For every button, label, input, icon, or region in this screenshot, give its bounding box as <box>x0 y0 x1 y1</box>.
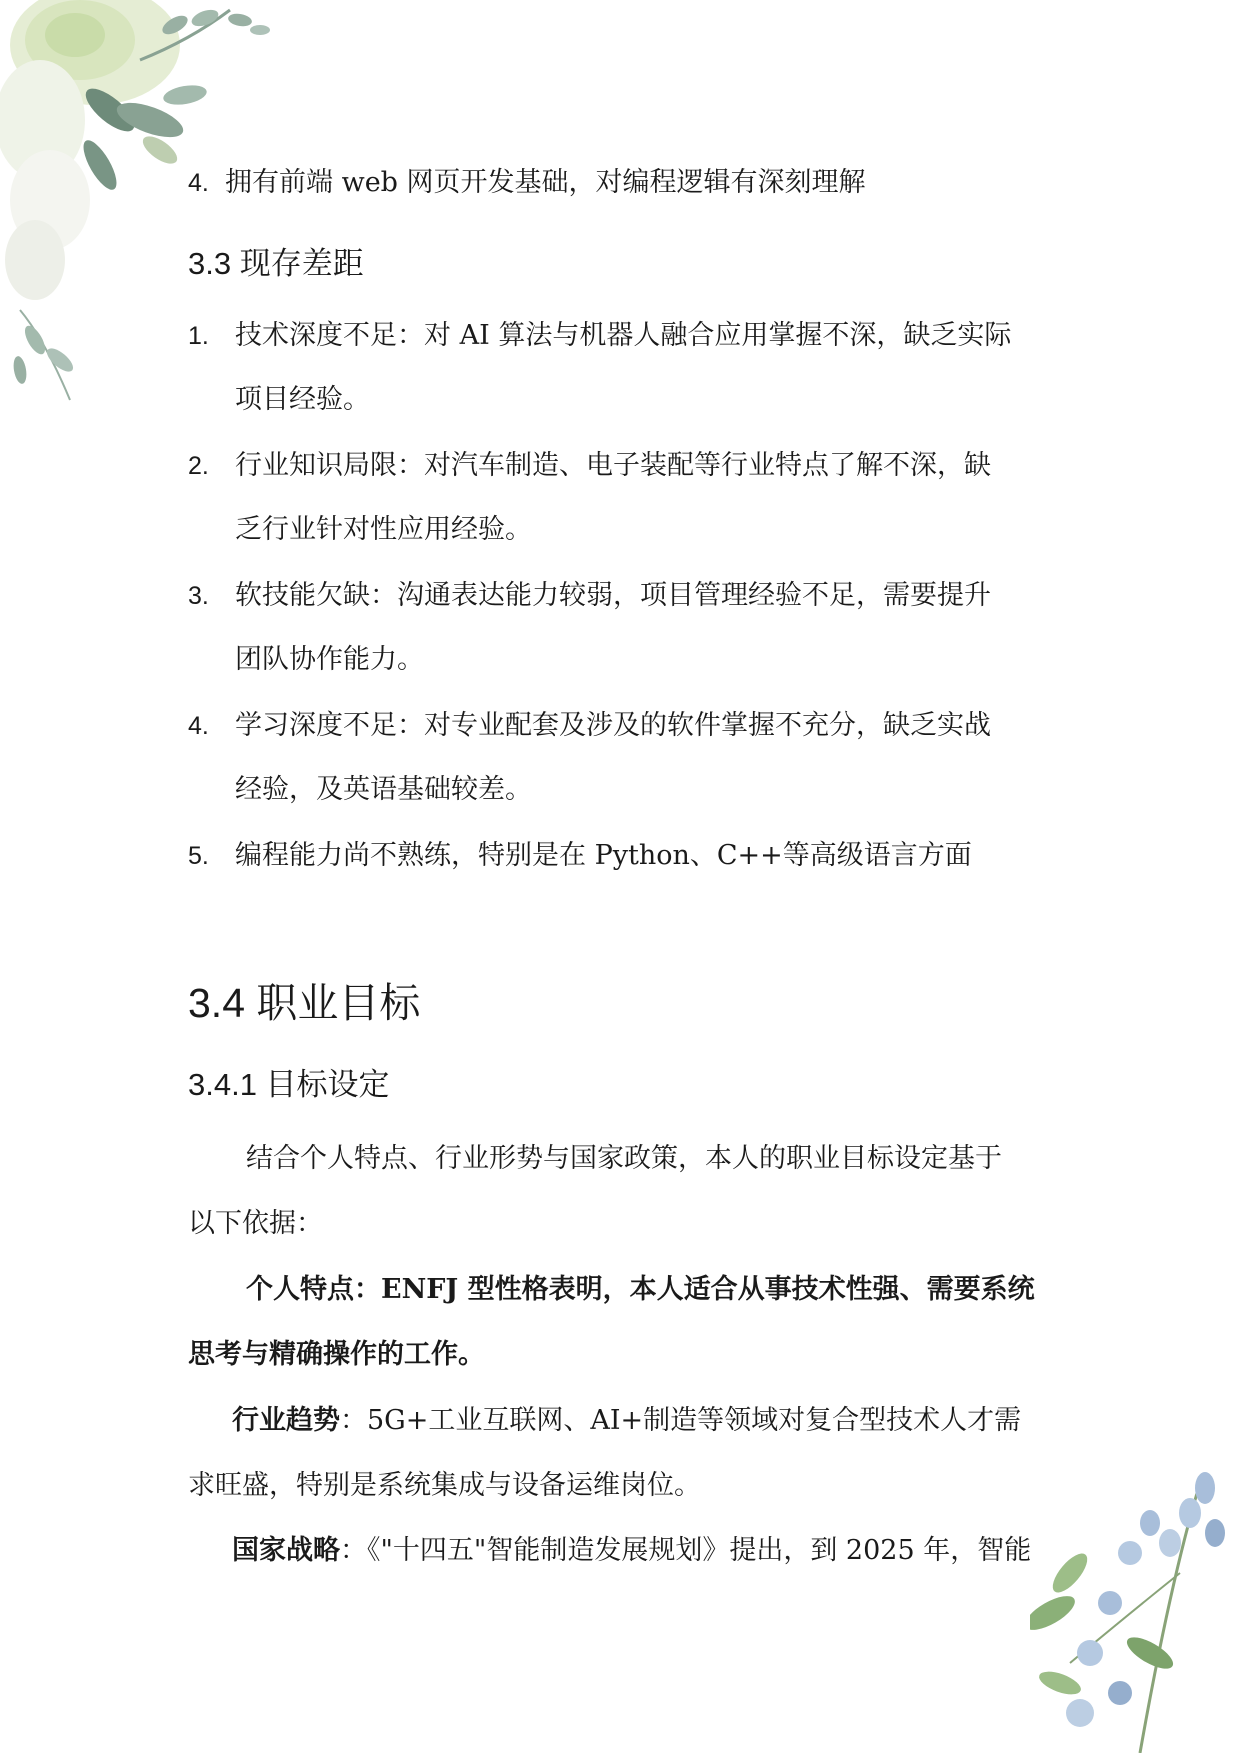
list-item-text: 编程能力尚不熟练，特别是在 Python、C++等高级语言方面 <box>235 840 972 871</box>
paragraph-line <box>232 1401 1021 1441</box>
list-number: 3. <box>188 582 209 610</box>
list-item-text: 技术深度不足：对 AI 算法与机器人融合应用掌握不深，缺乏实际 <box>235 320 1012 351</box>
list-number: 2. <box>188 452 209 480</box>
paragraph-line: 以下依据： <box>188 1208 323 1239</box>
industry-trend-text: ：5G+工业互联网、AI+制造等领域对复合型技术人才需 <box>340 1405 1022 1436</box>
list-item-text: 软技能欠缺：沟通表达能力较弱，项目管理经验不足，需要提升 <box>235 580 991 611</box>
list-number: 5. <box>188 842 209 870</box>
floral-corner-top-icon <box>0 0 290 420</box>
list-item-text: 行业知识局限：对汽车制造、电子装配等行业特点了解不深，缺 <box>235 450 991 481</box>
paragraph-line-bold: 个人特点：ENFJ 型性格表明，本人适合从事技术性强、需要系统 <box>246 1274 1035 1305</box>
list-item-text-continued: 团队协作能力。 <box>235 644 424 675</box>
list-number: 4. <box>188 712 209 740</box>
national-strategy-text: ：《"十四五"智能制造发展规划》提出，到 2025 年，智能 <box>340 1535 1032 1566</box>
list-item-text: 学习深度不足：对专业配套及涉及的软件掌握不充分，缺乏实战 <box>235 710 991 741</box>
list-item-text: 拥有前端 web 网页开发基础，对编程逻辑有深刻理解 <box>225 167 866 198</box>
national-strategy-label: 国家战略 <box>232 1535 340 1566</box>
section-heading-3-4: 3.4 职业目标 <box>188 980 421 1026</box>
list-number: 4. <box>188 169 209 197</box>
list-item-text-continued: 乏行业针对性应用经验。 <box>235 514 532 545</box>
list-item-text-continued: 项目经验。 <box>235 384 370 415</box>
paragraph-line <box>232 1531 1031 1571</box>
paragraph-line-bold: 思考与精确操作的工作。 <box>188 1339 485 1370</box>
section-heading-3-3: 3.3 现存差距 <box>188 246 364 281</box>
list-number: 1. <box>188 322 209 350</box>
subsection-heading-3-4-1: 3.4.1 目标设定 <box>188 1067 390 1102</box>
paragraph-line: 结合个人特点、行业形势与国家政策，本人的职业目标设定基于 <box>246 1143 1002 1174</box>
paragraph-line: 求旺盛，特别是系统集成与设备运维岗位。 <box>188 1470 701 1501</box>
floral-corner-bottom-icon <box>1030 1463 1240 1753</box>
industry-trend-label: 行业趋势 <box>232 1405 340 1436</box>
list-item-text-continued: 经验，及英语基础较差。 <box>235 774 532 805</box>
